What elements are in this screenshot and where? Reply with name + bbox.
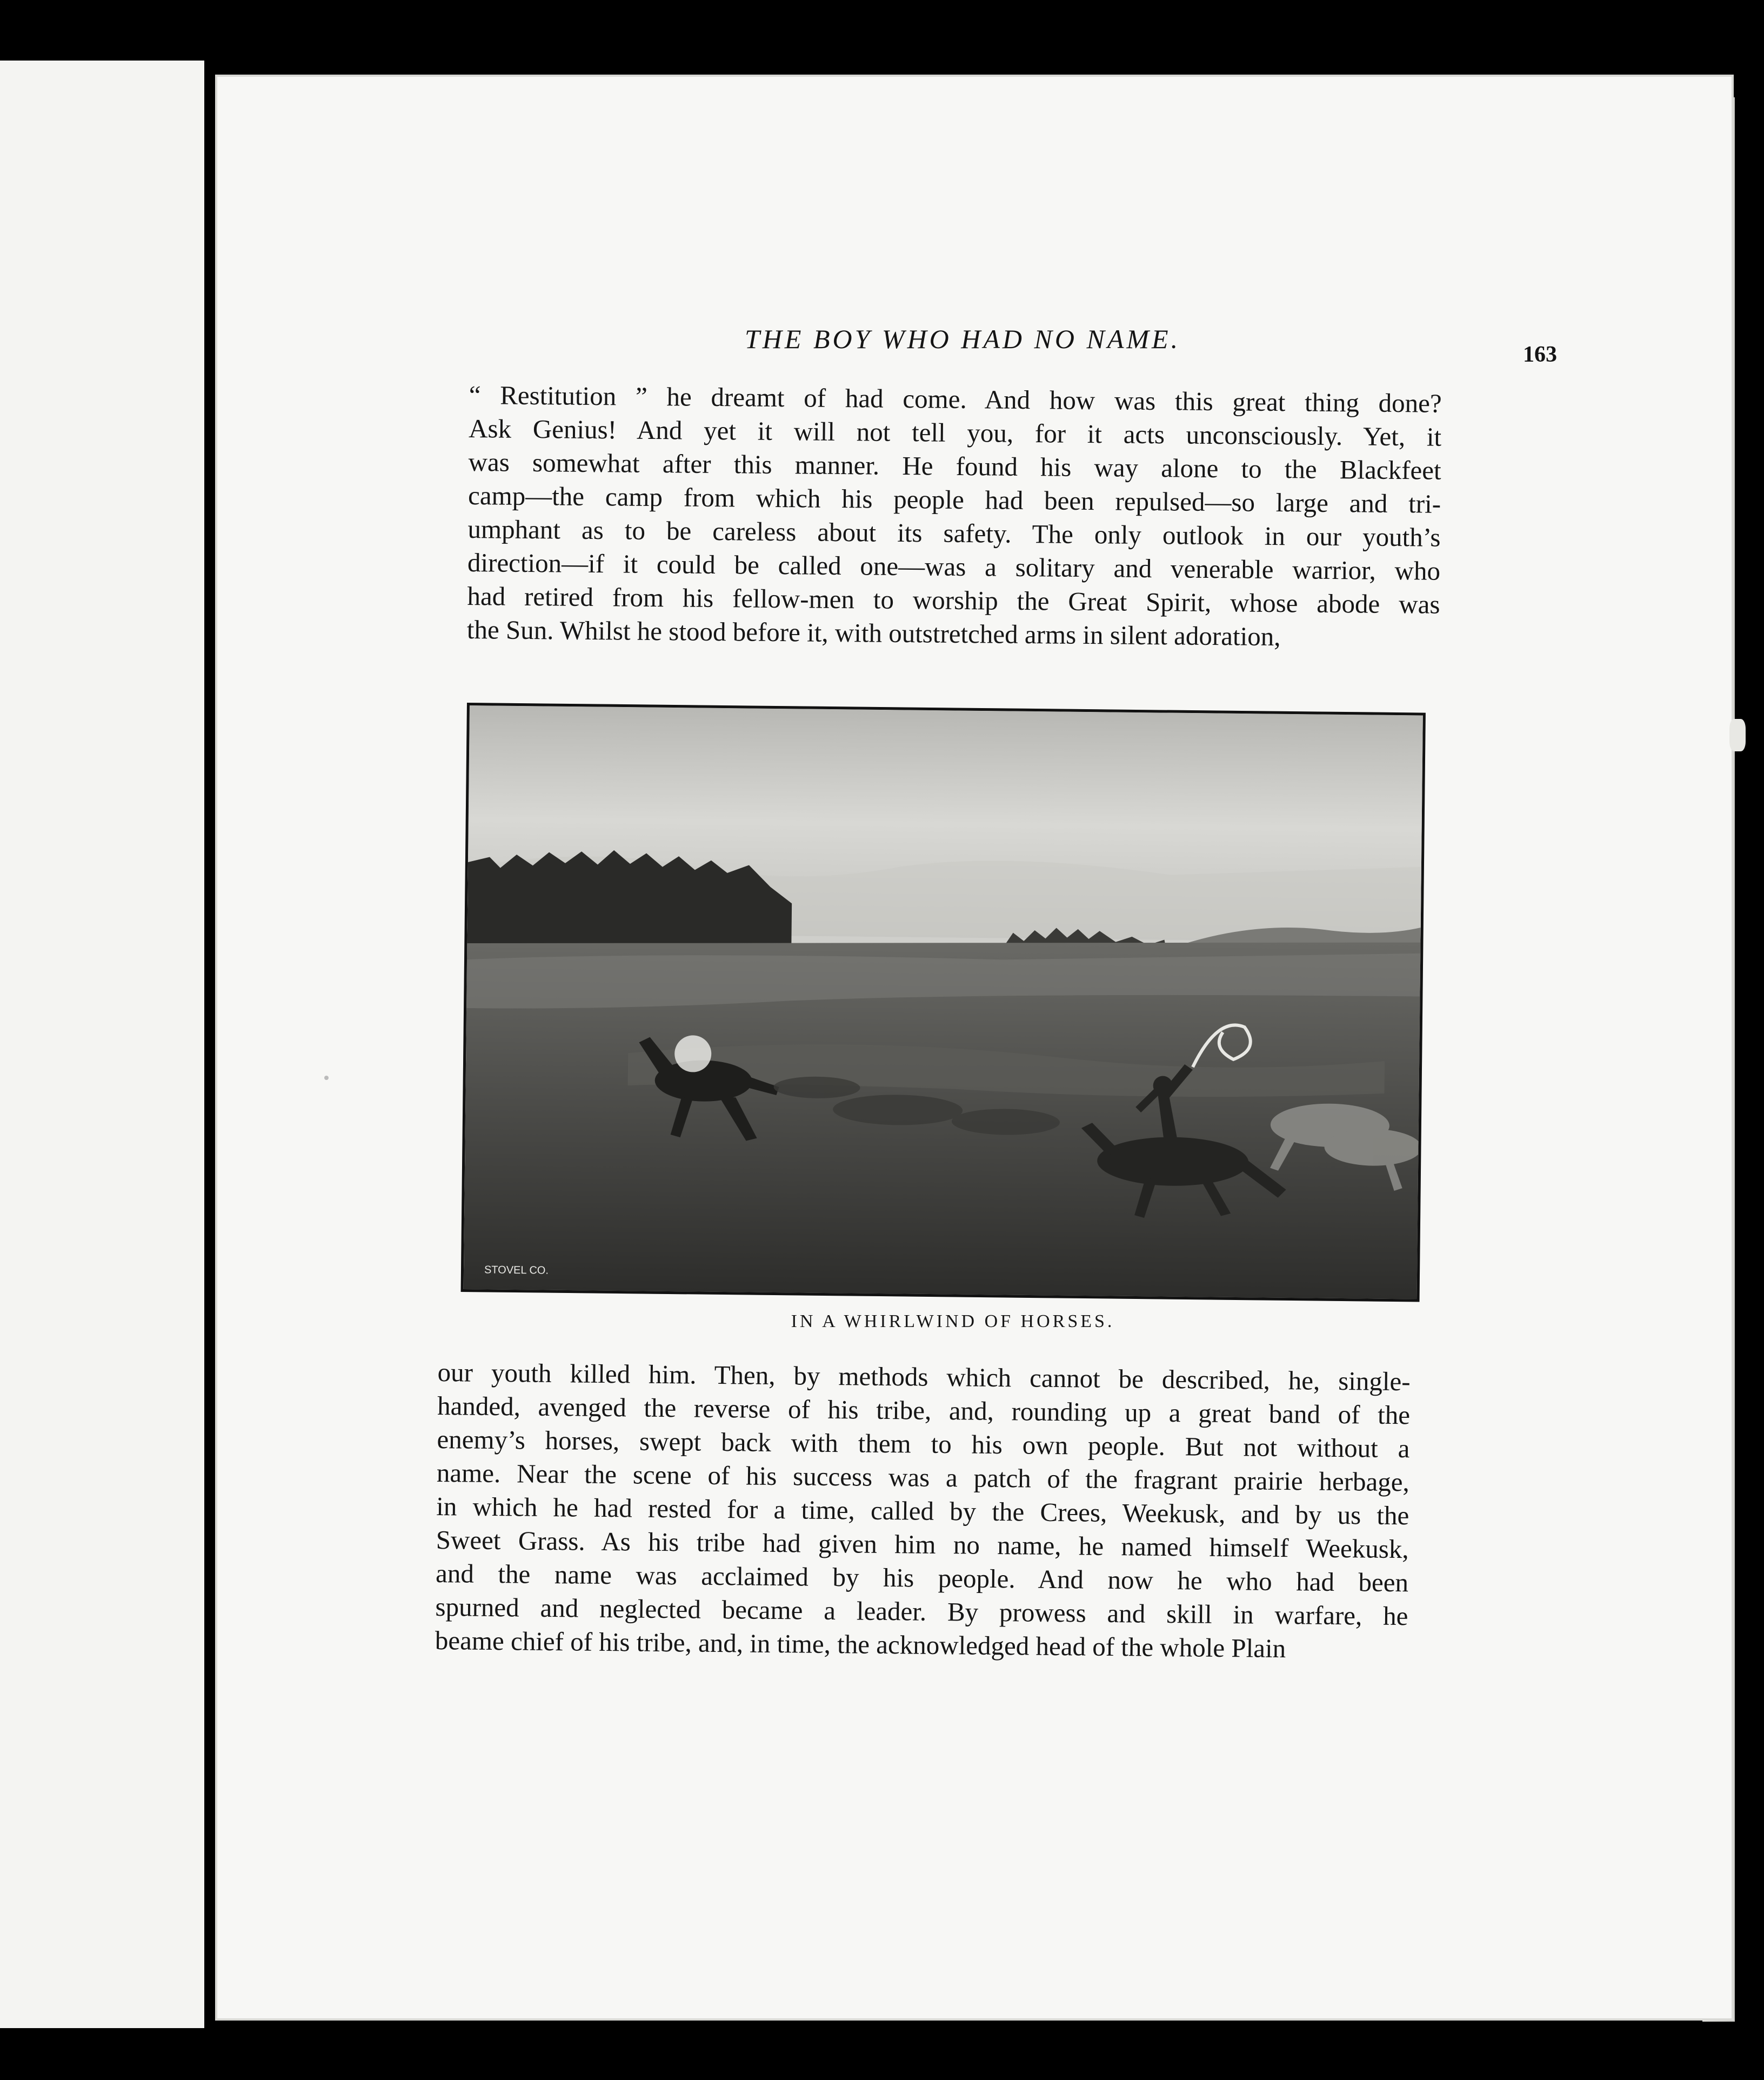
running-head: THE BOY WHO HAD NO NAME.	[745, 324, 1181, 354]
scan-speck	[324, 1076, 329, 1080]
text-line: beame chief of his tribe, and, in time, the acknowledged head of the whole Plain	[435, 1625, 1286, 1664]
text-line: name. Near the scene of his success was a patch of the fragrant prairie herbage,	[436, 1457, 1410, 1497]
text-line: handed, avenged the reverse of his tribe, and, rounding up a great band of the	[437, 1390, 1411, 1430]
prairie-horses-drawing	[464, 705, 1426, 1302]
text-line: Ask Genius! And yet it will not tell you, for it acts unconsciously. Yet, it	[468, 413, 1442, 452]
book-page	[215, 75, 1734, 2021]
paragraph-bottom	[435, 1356, 1411, 1666]
facing-page	[0, 61, 204, 2028]
text-line: had retired from his fellow-men to worship the Great Spirit, whose abode was	[467, 581, 1440, 619]
page-tear	[1729, 719, 1746, 751]
text-line: the Sun. Whilst he stood before it, with outstretched arms in silent adoration,	[466, 614, 1281, 652]
text-line: our youth killed him. Then, by methods which cannot be described, he, single-	[437, 1357, 1411, 1397]
text-line: spurned and neglected became a leader. By prowess and skill in warfare, he	[435, 1591, 1408, 1631]
paragraph-top	[467, 378, 1442, 655]
text-line: and the name was acclaimed by his people. And now he who had been	[435, 1558, 1409, 1598]
text-line: direction—if it could be called one—was a solitary and venerable warrior, who	[467, 547, 1441, 586]
text-line: Sweet Grass. As his tribe had given him no name, he named himself Weekusk,	[436, 1524, 1409, 1564]
engraver-mark: STOVEL CO.	[484, 1264, 549, 1277]
illustration-image	[461, 703, 1426, 1302]
text-line: camp—the camp from which his people had been repulsed—so large and tri-	[467, 480, 1441, 519]
figure-caption: IN A WHIRLWIND OF HORSES.	[791, 1311, 1115, 1331]
text-line: “ Restitution ” he dreamt of had come. And how was this great thing done?	[469, 379, 1442, 418]
page-number: 163	[1523, 342, 1557, 367]
text-line: in which he had rested for a time, called by the Crees, Weekusk, and by us the	[436, 1491, 1409, 1531]
text-line: umphant as to be careless about its safety. The only outlook in our youth’s	[467, 514, 1441, 552]
text-line: was somewhat after this manner. He found his way alone to the Blackfeet	[468, 446, 1441, 485]
illustration-figure	[467, 703, 1426, 1292]
text-line: enemy’s horses, swept back with them to his own people. But not without a	[437, 1424, 1410, 1464]
